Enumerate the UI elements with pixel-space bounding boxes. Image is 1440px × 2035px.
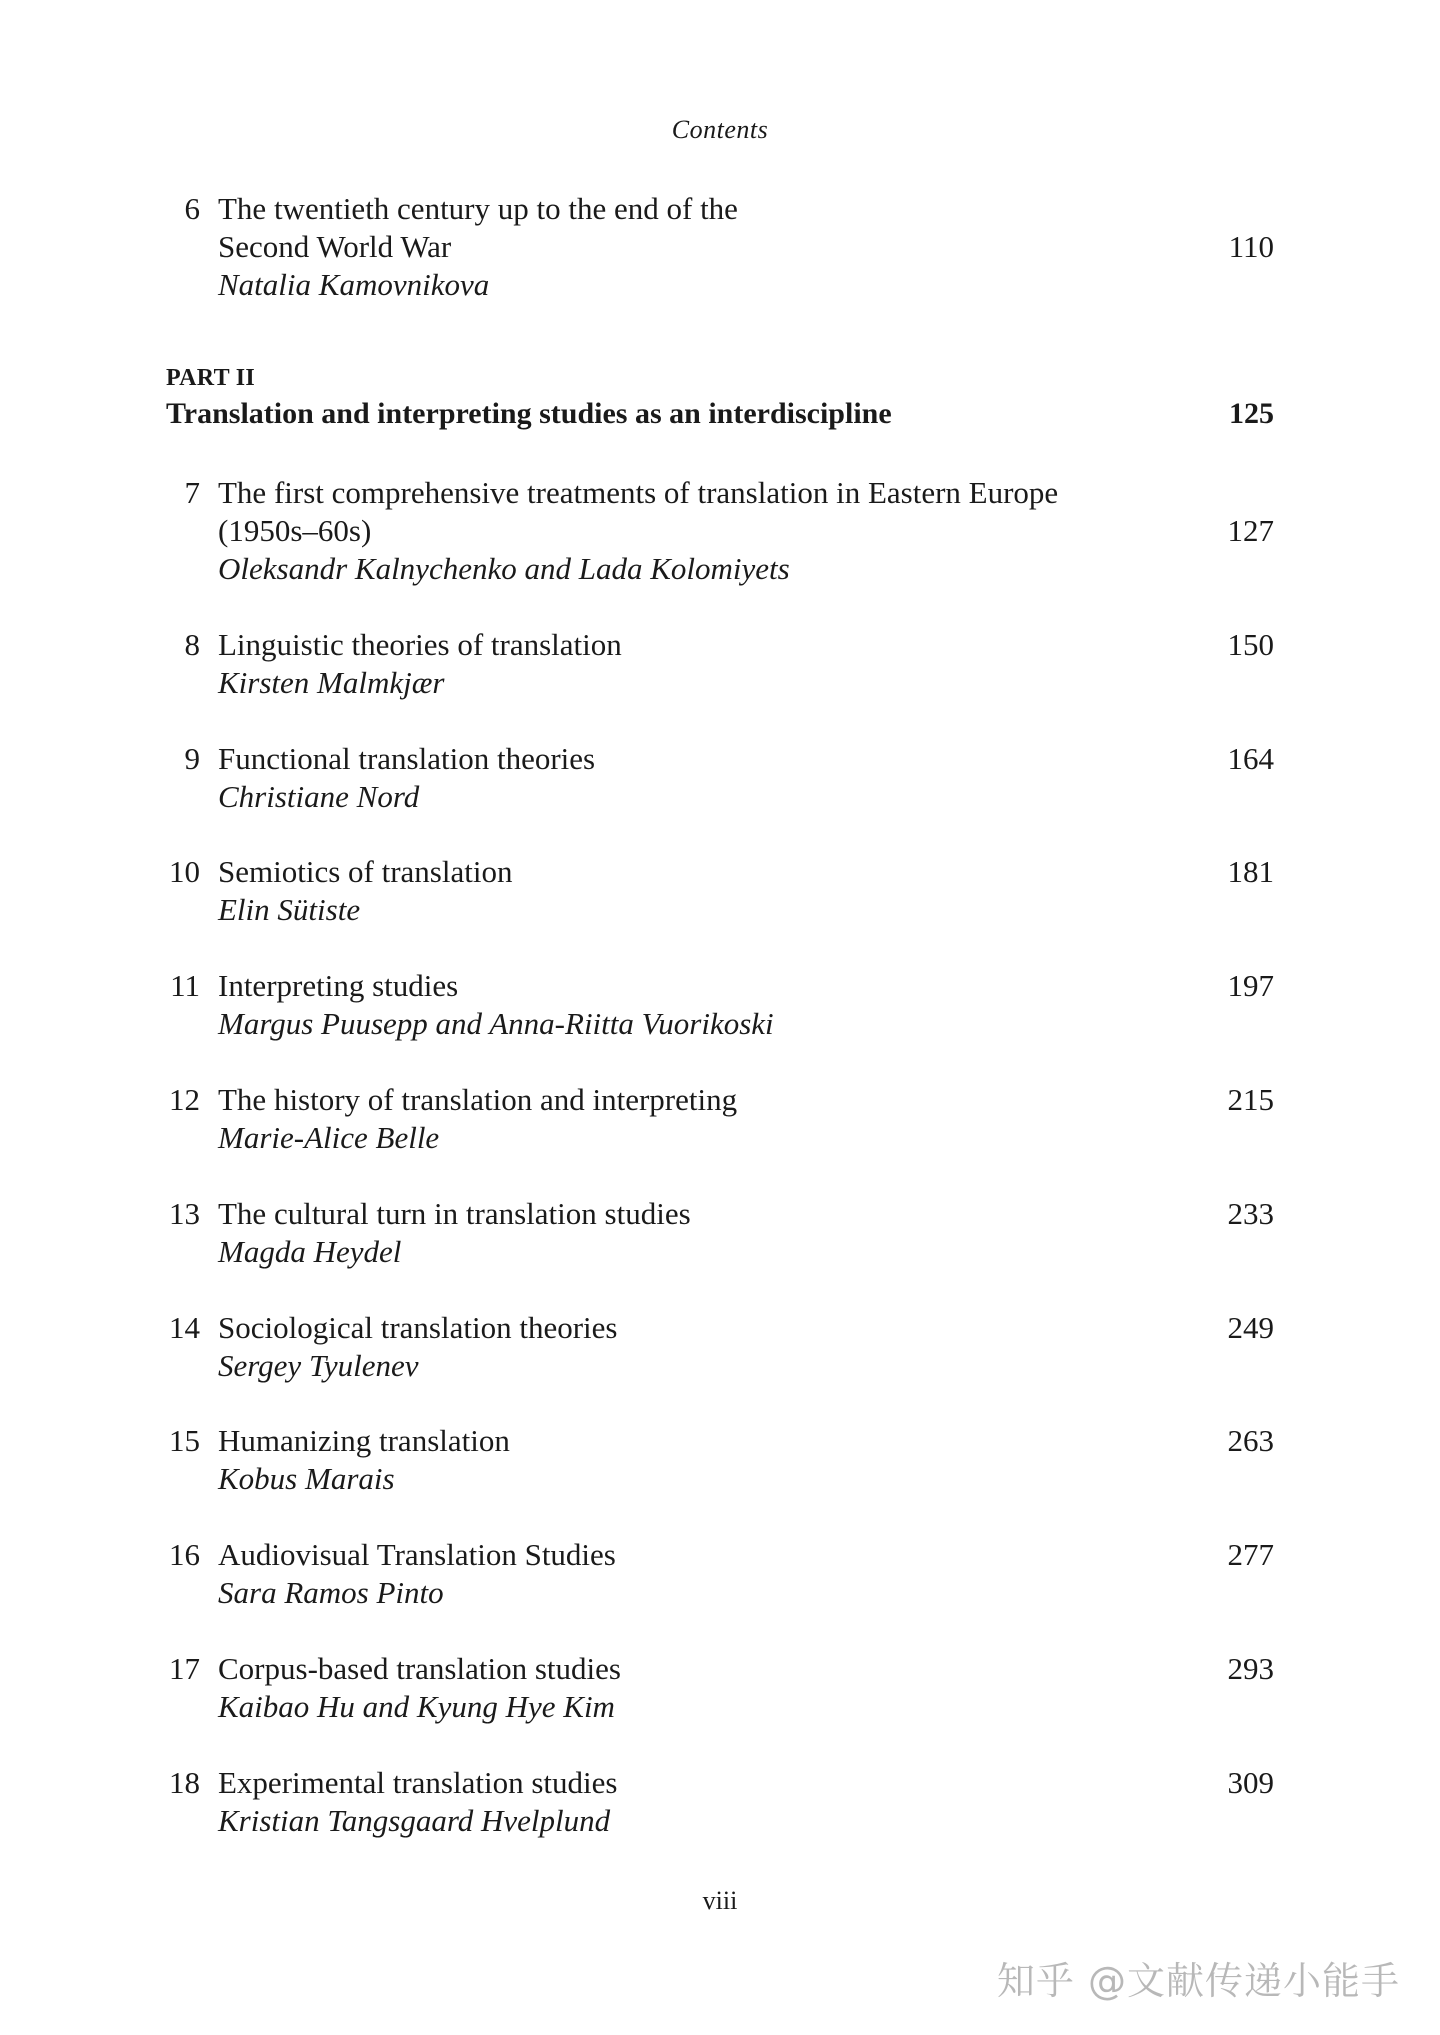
chapter-title-line: The cultural turn in translation studies [218, 1196, 691, 1231]
chapter-title-line: Sociological translation theories [218, 1310, 618, 1345]
chapter-number: 10 [169, 854, 200, 889]
chapter-number: 6 [184, 191, 200, 226]
chapter-number: 8 [184, 627, 200, 662]
chapter-title-line: Second World War [218, 229, 452, 264]
chapter-author: Christiane Nord [218, 779, 420, 814]
chapter-author: Elin Sütiste [218, 892, 361, 927]
chapter-author: Marie-Alice Belle [218, 1120, 440, 1155]
chapter-page-number: 309 [1227, 1765, 1274, 1800]
chapter-page-number: 150 [1227, 627, 1274, 662]
chapter-body [218, 1764, 1158, 1840]
chapter-number: 7 [184, 475, 200, 510]
chapter-body [218, 190, 1158, 304]
chapter-body [218, 967, 1158, 1043]
part-page-number: 125 [1229, 397, 1274, 430]
chapter-body [218, 740, 1158, 816]
chapter-title-line: Audiovisual Translation Studies [218, 1537, 616, 1572]
page-folio: viii [702, 1886, 738, 1915]
chapter-body [218, 1081, 1158, 1157]
chapter-author: Natalia Kamovnikova [218, 267, 490, 302]
chapter-author: Sergey Tyulenev [218, 1348, 419, 1383]
chapter-body [218, 853, 1158, 929]
chapter-number: 11 [170, 968, 200, 1003]
chapter-page-number: 249 [1227, 1310, 1274, 1345]
chapter-title-line: Semiotics of translation [218, 854, 513, 889]
chapter-body [218, 626, 1158, 702]
chapter-title-line: Linguistic theories of translation [218, 627, 622, 662]
chapter-page-number: 215 [1227, 1082, 1274, 1117]
chapter-author: Margus Puusepp and Anna-Riitta Vuorikoski [218, 1006, 774, 1041]
chapter-title-line: (1950s–60s) [218, 513, 372, 548]
chapter-body [218, 1309, 1158, 1385]
chapter-page-number: 181 [1227, 854, 1274, 889]
chapter-title-line: The first comprehensive treatments of translation in Eastern Europe [218, 475, 1059, 510]
chapter-number: 15 [169, 1423, 200, 1458]
chapter-title-line: Humanizing translation [218, 1423, 510, 1458]
chapter-title-line: Interpreting studies [218, 968, 459, 1003]
chapter-page-number: 233 [1227, 1196, 1274, 1231]
chapter-body [218, 1422, 1158, 1498]
chapter-page-number: 164 [1227, 741, 1274, 776]
chapter-body [218, 474, 1158, 588]
chapter-page-number: 127 [1227, 513, 1274, 548]
chapter-number: 12 [169, 1082, 200, 1117]
chapter-page-number: 110 [1228, 229, 1274, 264]
chapter-author: Magda Heydel [218, 1234, 402, 1269]
chapter-body [218, 1195, 1158, 1271]
chapter-author: Kirsten Malmkjær [218, 665, 445, 700]
chapter-title-line: The history of translation and interpreting [218, 1082, 738, 1117]
chapter-author: Oleksandr Kalnychenko and Lada Kolomiyets [218, 551, 790, 586]
running-head: Contents [671, 115, 769, 144]
chapter-body [218, 1536, 1158, 1612]
chapter-number: 18 [169, 1765, 200, 1800]
chapter-page-number: 263 [1227, 1423, 1274, 1458]
chapter-author: Kristian Tangsgaard Hvelplund [218, 1803, 611, 1838]
chapter-title-line: Functional translation theories [218, 741, 596, 776]
chapter-title-line: Corpus-based translation studies [218, 1651, 621, 1686]
chapter-number: 16 [169, 1537, 200, 1572]
chapter-author: Kaibao Hu and Kyung Hye Kim [218, 1689, 615, 1724]
part-label: PART II [166, 365, 256, 391]
chapter-page-number: 197 [1227, 968, 1274, 1003]
chapter-number: 9 [184, 741, 200, 776]
chapter-title-line: The twentieth century up to the end of the [218, 191, 738, 226]
chapter-title-line: Experimental translation studies [218, 1765, 618, 1800]
chapter-body [218, 1650, 1158, 1726]
chapter-number: 17 [169, 1651, 200, 1686]
watermark: 知乎 @文献传递小能手 [996, 1959, 1400, 2003]
chapter-page-number: 293 [1227, 1651, 1274, 1686]
chapter-author: Sara Ramos Pinto [218, 1575, 444, 1610]
chapter-page-number: 277 [1227, 1537, 1274, 1572]
chapter-number: 14 [169, 1310, 200, 1345]
chapter-number: 13 [169, 1196, 200, 1231]
chapter-author: Kobus Marais [218, 1461, 395, 1496]
part-title: Translation and interpreting studies as an interdiscipline [166, 397, 892, 430]
